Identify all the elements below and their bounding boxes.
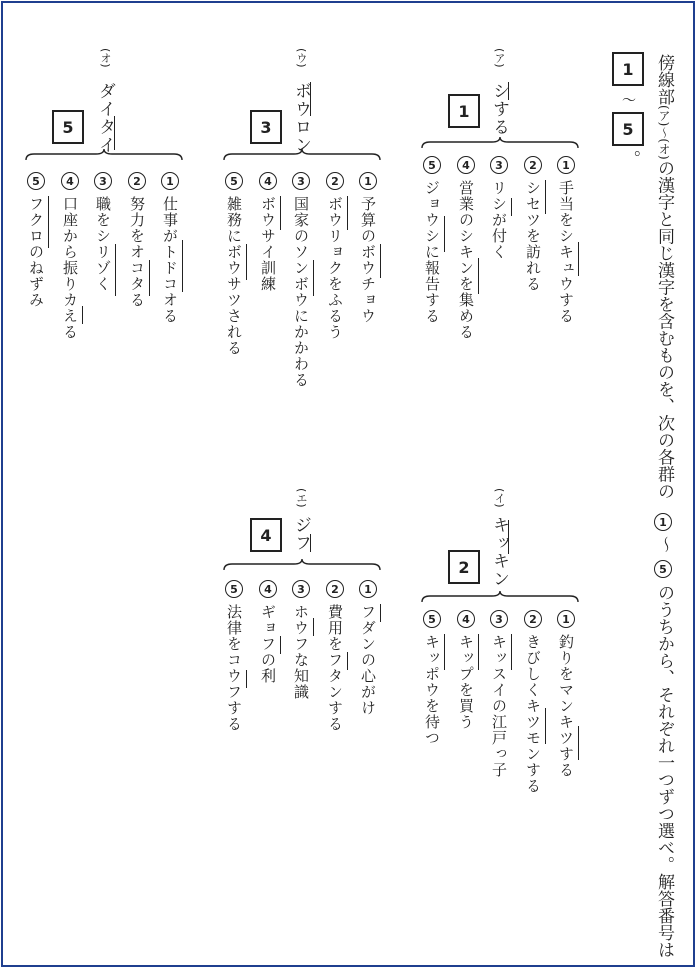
group-e-underline (310, 534, 311, 552)
group-o-option-2[interactable]: 努力をオコタる (128, 196, 146, 308)
group-i-option-5-num: 5 (423, 610, 441, 628)
group-e-option-5-num: 5 (225, 580, 243, 598)
group-a-option-4[interactable]: 営業のシキンを集める (457, 180, 475, 340)
group-u-option-5-num: 5 (225, 172, 243, 190)
instruction-tilde: ～ (654, 536, 674, 553)
group-a-underline (508, 82, 509, 100)
group-o-option-4[interactable]: 口座から振りカえる (61, 196, 79, 340)
group-e-word: ジフ (291, 516, 311, 552)
group-i-word: キッキン (489, 516, 509, 588)
group-a-option-1-underline (578, 242, 579, 276)
group-o-brace (24, 148, 184, 162)
group-a-option-2[interactable]: シセツを訪れる (524, 180, 542, 292)
group-a-option-4-num: 4 (457, 156, 475, 174)
group-e-option-1[interactable]: フダンの心がけ (359, 604, 377, 716)
group-u-option-3-underline (313, 260, 314, 296)
group-e-option-4-num: 4 (259, 580, 277, 598)
group-u-option-1[interactable]: 予算のボウチョウ (359, 196, 377, 324)
group-i-option-1-underline (578, 726, 579, 760)
group-o-option-3[interactable]: 職をシリゾく (94, 196, 112, 292)
instruction-circled-1: 1 (654, 513, 672, 531)
group-o-answer-box: 5 (52, 110, 84, 144)
group-o-option-1-underline (182, 240, 183, 292)
group-a-brace (420, 136, 580, 150)
group-e-option-2-underline (347, 652, 348, 670)
group-u-option-4-underline (280, 196, 281, 230)
group-i-option-1[interactable]: 釣りをマンキツする (557, 634, 575, 778)
instruction-circled-5: 5 (654, 560, 672, 578)
group-u-word: ボウロン (291, 82, 311, 154)
group-u-option-3-num: 3 (292, 172, 310, 190)
group-i-brace (420, 590, 580, 604)
group-i-option-2-num: 2 (524, 610, 542, 628)
group-o-word: ダイタイ (95, 82, 115, 154)
group-u-option-2-underline (347, 196, 348, 230)
group-u-underline (310, 82, 311, 116)
group-i-option-5-underline (444, 634, 445, 670)
group-o-marker: (オ) (99, 48, 112, 68)
instruction-text-line2: のうちから、それぞれ一つずつ選べ。解答番号は (654, 584, 674, 958)
group-o-option-3-underline (115, 244, 116, 296)
group-i-option-3-underline (511, 634, 512, 670)
group-a-word: シする (489, 82, 509, 136)
group-u-option-2-num: 2 (326, 172, 344, 190)
group-u-option-4[interactable]: ボウサイ訓練 (259, 196, 277, 292)
group-i-option-1-num: 1 (557, 610, 575, 628)
group-e-option-4[interactable]: ギョフの利 (259, 604, 277, 684)
group-e-brace (222, 558, 382, 572)
group-i-answer-box: 2 (448, 550, 480, 584)
group-a-option-2-underline (545, 180, 546, 214)
group-o-option-5[interactable]: フクロのねずみ (27, 196, 45, 308)
group-e-option-4-underline (280, 636, 281, 654)
group-i-option-4-num: 4 (457, 610, 475, 628)
group-a-option-1[interactable]: 手当をシキュウする (557, 180, 575, 324)
group-a-option-3-num: 3 (490, 156, 508, 174)
group-i-marker: (イ) (493, 488, 506, 508)
group-o-option-3-num: 3 (94, 172, 112, 190)
group-e-option-5-underline (246, 670, 247, 688)
group-u-answer-box: 3 (250, 110, 282, 144)
group-i-underline (508, 520, 509, 554)
group-e-answer-box: 4 (250, 518, 282, 552)
group-a-option-2-num: 2 (524, 156, 542, 174)
group-e-option-3-num: 3 (292, 580, 310, 598)
group-i-option-3-num: 3 (490, 610, 508, 628)
group-i-option-4[interactable]: キップを買う (457, 634, 475, 730)
group-u-option-2[interactable]: ボウリョクをふるう (326, 196, 344, 340)
group-a-answer-box: 1 (448, 94, 480, 128)
group-u-brace (222, 148, 382, 162)
answer-box-start: 1 (612, 52, 644, 86)
group-i-option-4-underline (478, 634, 479, 670)
group-o-option-5-underline (48, 196, 49, 248)
group-o-option-1[interactable]: 仕事がトドコオる (161, 196, 179, 324)
group-u-option-5-underline (246, 244, 247, 280)
group-u-option-1-underline (380, 244, 381, 278)
box-range-tilde: ～ (622, 93, 636, 109)
group-e-option-3-underline (313, 618, 314, 636)
group-a-option-5[interactable]: ジョウシに報告する (423, 180, 441, 324)
group-o-option-2-num: 2 (128, 172, 146, 190)
group-i-option-2-underline (545, 708, 546, 744)
group-e-option-5[interactable]: 法律をコウフする (225, 604, 243, 732)
instruction-period: 。 (620, 150, 640, 167)
group-a-option-4-underline (478, 258, 479, 294)
group-e-marker: (エ) (295, 488, 308, 508)
group-a-option-3[interactable]: リシが付く (490, 180, 508, 260)
instruction-text-line1: 傍線部(ア)～(オ)の漢字と同じ漢字を含むものを、次の各群の (654, 54, 674, 500)
group-a-option-1-num: 1 (557, 156, 575, 174)
group-a-option-5-underline (444, 216, 445, 252)
group-a-marker: (ア) (493, 48, 506, 68)
group-o-option-5-num: 5 (27, 172, 45, 190)
group-i-option-2[interactable]: きびしくキツモンする (524, 634, 542, 794)
group-e-option-2-num: 2 (326, 580, 344, 598)
group-u-marker: (ウ) (295, 48, 308, 68)
group-e-option-3[interactable]: ホウフな知識 (292, 604, 310, 700)
group-o-option-1-num: 1 (161, 172, 179, 190)
group-u-option-3[interactable]: 国家のソンボウにかかわる (292, 196, 310, 388)
group-e-option-1-underline (380, 604, 381, 622)
group-e-option-1-num: 1 (359, 580, 377, 598)
group-u-option-4-num: 4 (259, 172, 277, 190)
group-o-option-2-underline (149, 260, 150, 296)
group-o-underline (114, 116, 115, 150)
group-i-option-5[interactable]: キッポウを待つ (423, 634, 441, 746)
group-o-option-4-underline (82, 306, 83, 324)
group-a-option-3-underline (511, 198, 512, 216)
group-e-option-2[interactable]: 費用をフタンする (326, 604, 344, 732)
group-u-option-5[interactable]: 雑務にボウサツされる (225, 196, 243, 356)
answer-box-end: 5 (612, 112, 644, 146)
group-i-option-3[interactable]: キッスイの江戸っ子 (490, 634, 508, 778)
group-u-option-1-num: 1 (359, 172, 377, 190)
group-o-option-4-num: 4 (61, 172, 79, 190)
group-a-option-5-num: 5 (423, 156, 441, 174)
